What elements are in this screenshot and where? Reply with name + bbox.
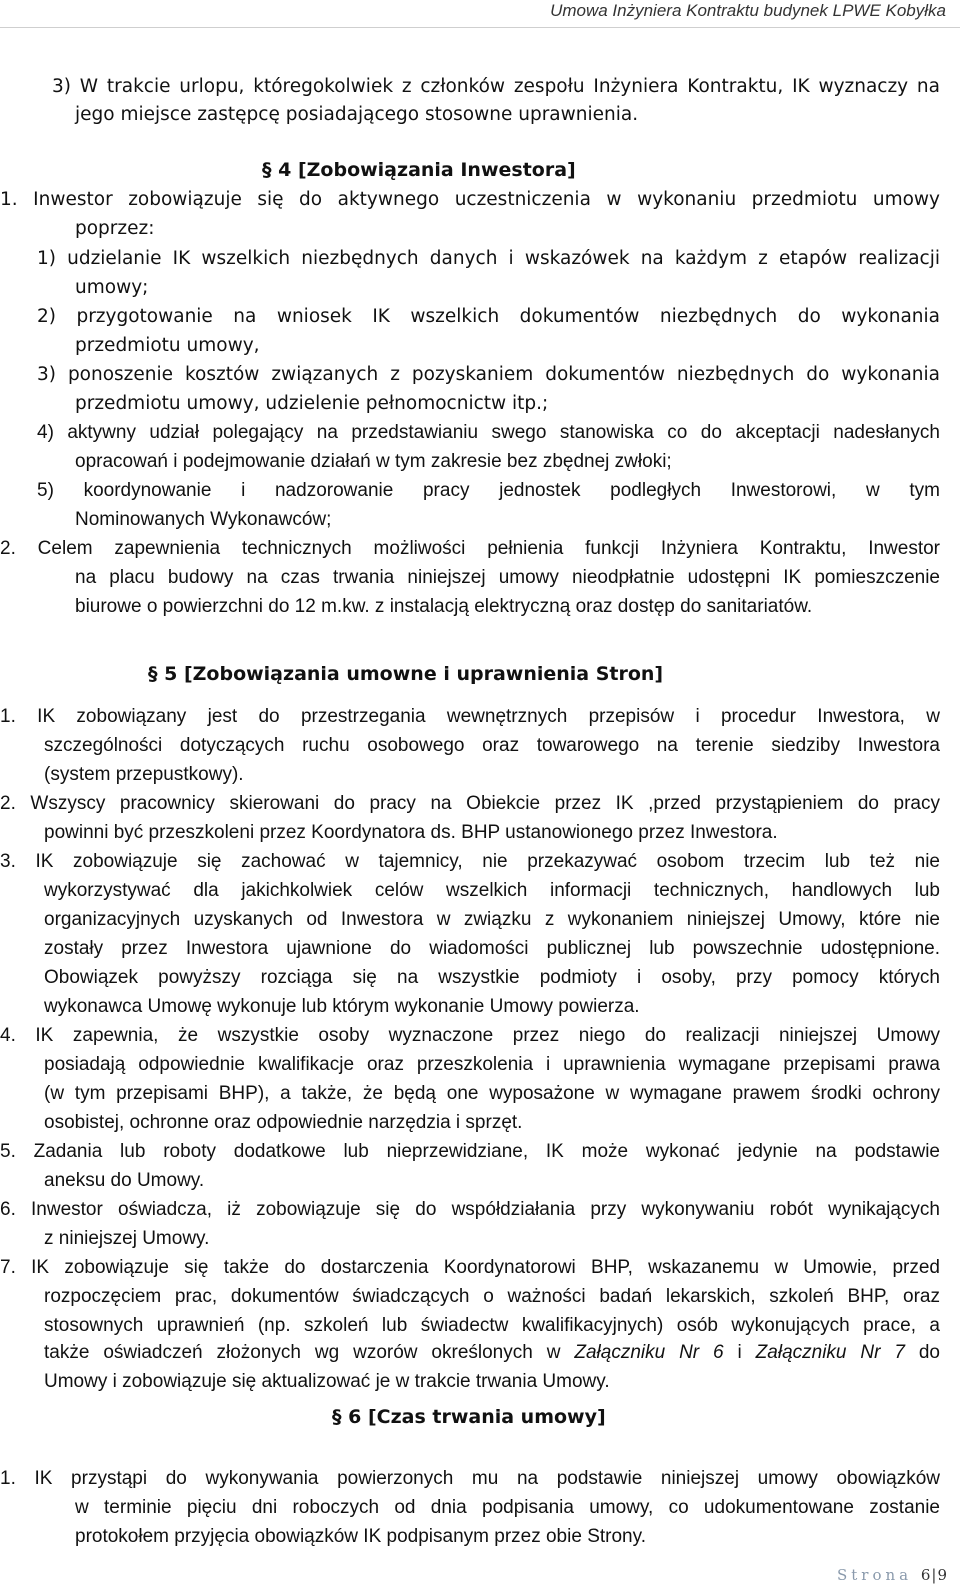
- paragraph-line: aneksu do Umowy.: [44, 1170, 205, 1191]
- paragraph-line: 2. Wszyscy pracownicy skierowani do pracy na Obiekcie przez IK ,przed przystąpieniem do pracy: [0, 793, 940, 814]
- paragraph-line: Umowy i zobowiązuje się aktualizować je w trakcie trwania Umowy.: [44, 1371, 610, 1392]
- paragraph-line: 5) koordynowanie i nadzorowanie pracy jednostek podległych Inwestorowi, w tym: [37, 480, 940, 501]
- running-header: Umowa Inżyniera Kontraktu budynek LPWE Kobyłka: [550, 1, 946, 20]
- paragraph-line: 3) W trakcie urlopu, któregokolwiek z członków zespołu Inżyniera Kontraktu, IK wyznaczy na: [52, 76, 940, 97]
- paragraph-line: poprzez:: [75, 218, 155, 239]
- paragraph-line: osobistej, ochronne oraz odpowiednie narzędzia i sprzęt.: [44, 1112, 523, 1133]
- paragraph-line: organizacyjnych uzyskanych od Inwestora w związku z wykonaniem niniejszej Umowy, które nie: [44, 909, 940, 930]
- paragraph-line: w terminie pięciu dni roboczych od dnia podpisania umowy, co udokumentowane zostanie: [75, 1497, 940, 1518]
- paragraph-line: 5. Zadania lub roboty dodatkowe lub nieprzewidziane, IK może wykonać jedynie na podstawie: [0, 1141, 940, 1162]
- paragraph-line: 7. IK zobowiązuje się także do dostarczenia Koordynatorowi BHP, wskazanemu w Umowie, przed: [0, 1257, 940, 1278]
- paragraph-line: Obowiązek powyższy rozciąga się na wszystkie podmioty i osoby, przy pomocy których: [44, 967, 940, 988]
- paragraph-line: 4) aktywny udział polegający na przedstawianiu swego stanowiska co do akceptacji nadesłanych: [37, 422, 940, 443]
- inline-text: także oświadczeń złożonych wg wzorów określonych w: [44, 1342, 575, 1363]
- paragraph-line: na placu budowy na czas trwania niniejszej umowy nieodpłatnie udostępni IK pomieszczenie: [75, 567, 940, 588]
- header-rule: [0, 27, 960, 28]
- page-number: 6|9: [920, 1566, 948, 1584]
- paragraph-line: stosownych uprawnień (np. szkoleń lub świadectw kwalifikacyjnych) osób wykonujących prace, a: [44, 1315, 940, 1336]
- section-heading: § 6 [Czas trwania umowy]: [332, 1406, 606, 1428]
- paragraph-line: 2) przygotowanie na wniosek IK wszelkich dokumentów niezbędnych do wykonania: [37, 306, 940, 327]
- paragraph-line: wykorzystywać dla jakichkolwiek celów wszelkich informacji technicznych, handlowych lub: [44, 880, 940, 901]
- attachment-reference: Załączniku Nr 6: [574, 1342, 724, 1363]
- paragraph-line: jego miejsce zastępcę posiadającego stosowne uprawnienia.: [75, 104, 639, 125]
- paragraph-line: 1. IK zobowiązany jest do przestrzegania wewnętrznych przepisów i procedur Inwestora, w: [0, 706, 940, 727]
- paragraph-line: protokołem przyjęcia obowiązków IK podpisanym przez obie Strony.: [75, 1526, 646, 1547]
- paragraph-line: przedmiotu umowy,: [75, 335, 260, 356]
- page-label: Strona: [836, 1566, 913, 1584]
- paragraph-line: 4. IK zapewnia, że wszystkie osoby wyznaczone przez niego do realizacji niniejszej Umowy: [0, 1025, 940, 1046]
- paragraph-line: posiadają odpowiednie kwalifikacje oraz przeszkolenia i uprawnienia wymagane przepisami prawa: [44, 1054, 940, 1075]
- paragraph-line: 3. IK zobowiązuje się zachować w tajemnicy, nie przekazywać osobom trzecim lub też nie: [0, 851, 940, 872]
- paragraph-line: z niniejszej Umowy.: [44, 1228, 210, 1249]
- paragraph-line: [44, 1338, 940, 1367]
- paragraph-line: 6. Inwestor oświadcza, iż zobowiązuje się do współdziałania przy wykonywaniu robót wynikających: [0, 1199, 940, 1220]
- page-footer: [837, 1566, 948, 1584]
- paragraph-line: szczególności dotyczących ruchu osobowego oraz towarowego na terenie siedziby Inwestora: [44, 735, 940, 756]
- paragraph-line: powinni być przeszkoleni przez Koordynatora ds. BHP ustanowionego przez Inwestora.: [44, 822, 778, 843]
- attachment-reference: Załączniku Nr 7: [755, 1342, 905, 1363]
- paragraph-line: przedmiotu umowy, udzielenie pełnomocnictw itp.;: [75, 393, 549, 414]
- inline-text: do: [904, 1342, 940, 1363]
- section-heading: § 5 [Zobowiązania umowne i uprawnienia Stron]: [148, 663, 664, 685]
- paragraph-line: Nominowanych Wykonawców;: [75, 509, 332, 530]
- paragraph-line: opracowań i podejmowanie działań w tym zakresie bez zbędnej zwłoki;: [75, 451, 672, 472]
- paragraph-line: 3) ponoszenie kosztów związanych z pozyskaniem dokumentów niezbędnych do wykonania: [37, 364, 940, 385]
- inline-text: i: [723, 1342, 756, 1363]
- paragraph-line: 1) udzielanie IK wszelkich niezbędnych danych i wskazówek na każdym z etapów realizacji: [37, 248, 940, 269]
- paragraph-line: zostały przez Inwestora ujawnione do wiadomości publicznej lub powszechnie udostępnione.: [44, 938, 940, 959]
- paragraph-line: (w tym przepisami BHP), a także, że będą one wyposażone w wymagane prawem środki ochrony: [44, 1083, 940, 1104]
- paragraph-line: 2. Celem zapewnienia technicznych możliwości pełnienia funkcji Inżyniera Kontraktu, Inwestor: [0, 538, 940, 559]
- paragraph-line: biurowe o powierzchni do 12 m.kw. z instalacją elektryczną oraz dostęp do sanitariatów.: [75, 596, 813, 617]
- paragraph-line: 1. Inwestor zobowiązuje się do aktywnego uczestniczenia w wykonaniu przedmiotu umowy: [0, 189, 940, 210]
- paragraph-line: (system przepustkowy).: [44, 764, 244, 785]
- paragraph-line: umowy;: [75, 277, 149, 298]
- paragraph-line: 1. IK przystąpi do wykonywania powierzonych mu na podstawie niniejszej umowy obowiązków: [0, 1468, 940, 1489]
- section-heading: § 4 [Zobowiązania Inwestora]: [262, 159, 576, 181]
- paragraph-line: wykonawca Umowę wykonuje lub którym wykonanie Umowy powierza.: [44, 996, 640, 1017]
- paragraph-line: rozpoczęciem prac, dokumentów świadczących o ważności badań lekarskich, szkoleń BHP, oraz: [44, 1286, 940, 1307]
